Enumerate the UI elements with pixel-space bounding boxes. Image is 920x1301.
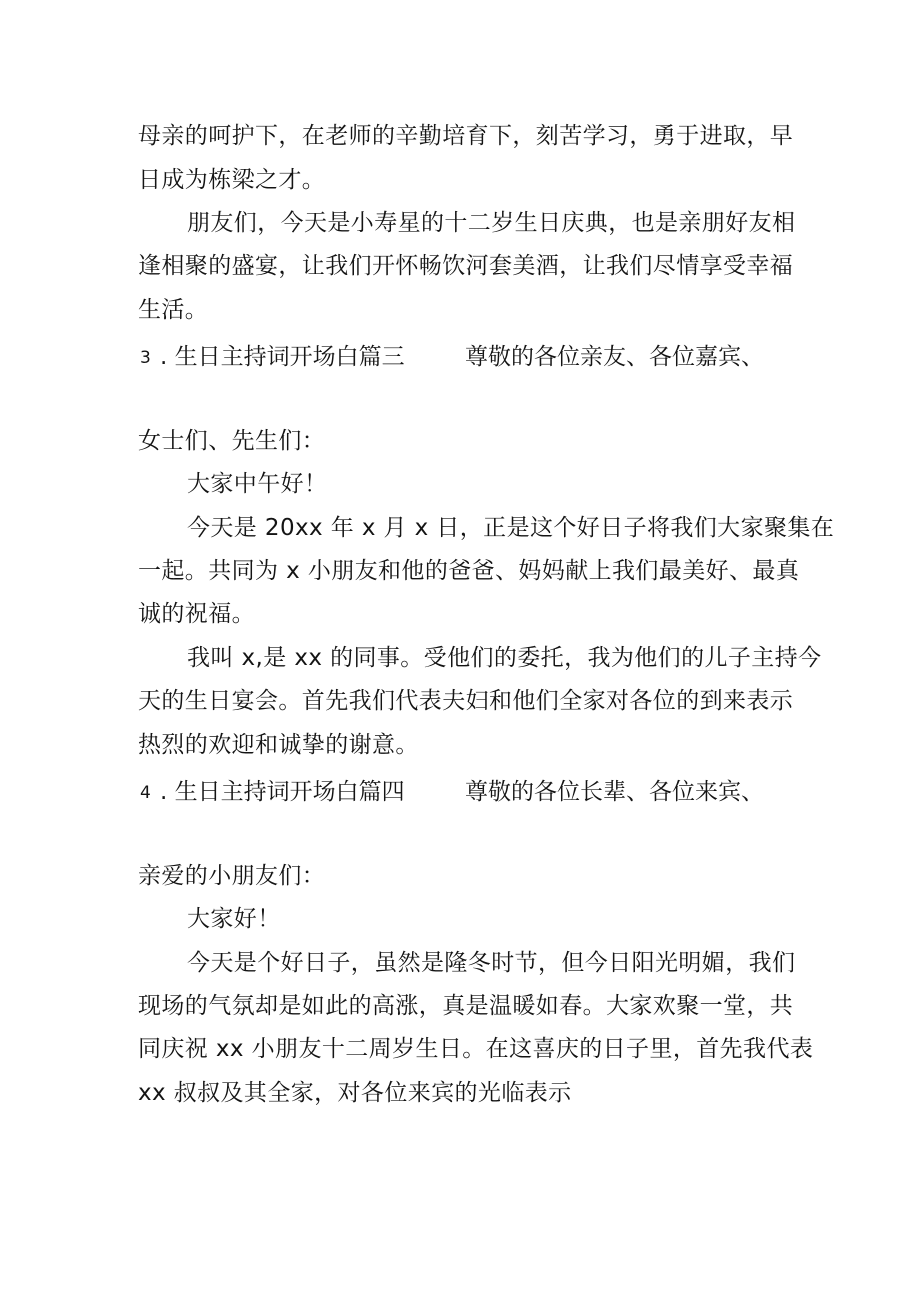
paragraph-line: 现场的气氛却是如此的高涨，真是温暖如春。大家欢聚一堂，共: [138, 993, 794, 1019]
paragraph-line: 今天是个好日子，虽然是隆冬时节，但今日阳光明媚，我们: [187, 950, 796, 976]
paragraph-line: 亲爱的小朋友们：: [138, 863, 326, 889]
paragraph-line: 日成为栋梁之才。: [138, 167, 326, 193]
heading-text: 尊敬的各位亲友、各位嘉宾、: [465, 344, 764, 370]
heading-text: 尊敬的各位长辈、各位来宾、: [465, 779, 764, 805]
heading-number: 4: [140, 783, 151, 803]
paragraph-line: 大家中午好！: [187, 471, 328, 497]
paragraph-line: 母亲的呵护下，在老师的辛勤培育下，刻苦学习，勇于进取，早: [138, 123, 794, 149]
paragraph-line: 诚的祝福。: [138, 601, 255, 627]
paragraph-line: 天的生日宴会。首先我们代表夫妇和他们全家对各位的到来表示: [138, 688, 794, 714]
heading-title: . 生日主持词开场白篇三: [160, 344, 405, 370]
paragraph-line: 热烈的欢迎和诚挚的谢意。: [138, 732, 419, 758]
paragraph-line: 逢相聚的盛宴，让我们开怀畅饮河套美酒，让我们尽情享受幸福: [138, 253, 794, 279]
paragraph-line: xx 叔叔及其全家，对各位来宾的光临表示: [138, 1080, 572, 1106]
paragraph-line: 同庆祝 xx 小朋友十二周岁生日。在这喜庆的日子里，首先我代表: [138, 1036, 814, 1062]
paragraph-line: 今天是 20xx 年 x 月 x 日，正是这个好日子将我们大家聚集在: [187, 515, 835, 541]
paragraph-line: 生活。: [138, 297, 209, 323]
paragraph-line: 女士们、先生们：: [138, 428, 326, 454]
paragraph-line: 一起。共同为 x 小朋友和他的爸爸、妈妈献上我们最美好、最真: [138, 558, 800, 584]
paragraph-line: 大家好！: [187, 906, 281, 932]
heading-number: 3: [140, 348, 151, 368]
heading-title: . 生日主持词开场白篇四: [160, 779, 405, 805]
paragraph-line: 我叫 x,是 xx 的同事。受他们的委托，我为他们的儿子主持今: [187, 645, 822, 671]
paragraph-line: 朋友们，今天是小寿星的十二岁生日庆典，也是亲朋好友相: [187, 210, 796, 236]
